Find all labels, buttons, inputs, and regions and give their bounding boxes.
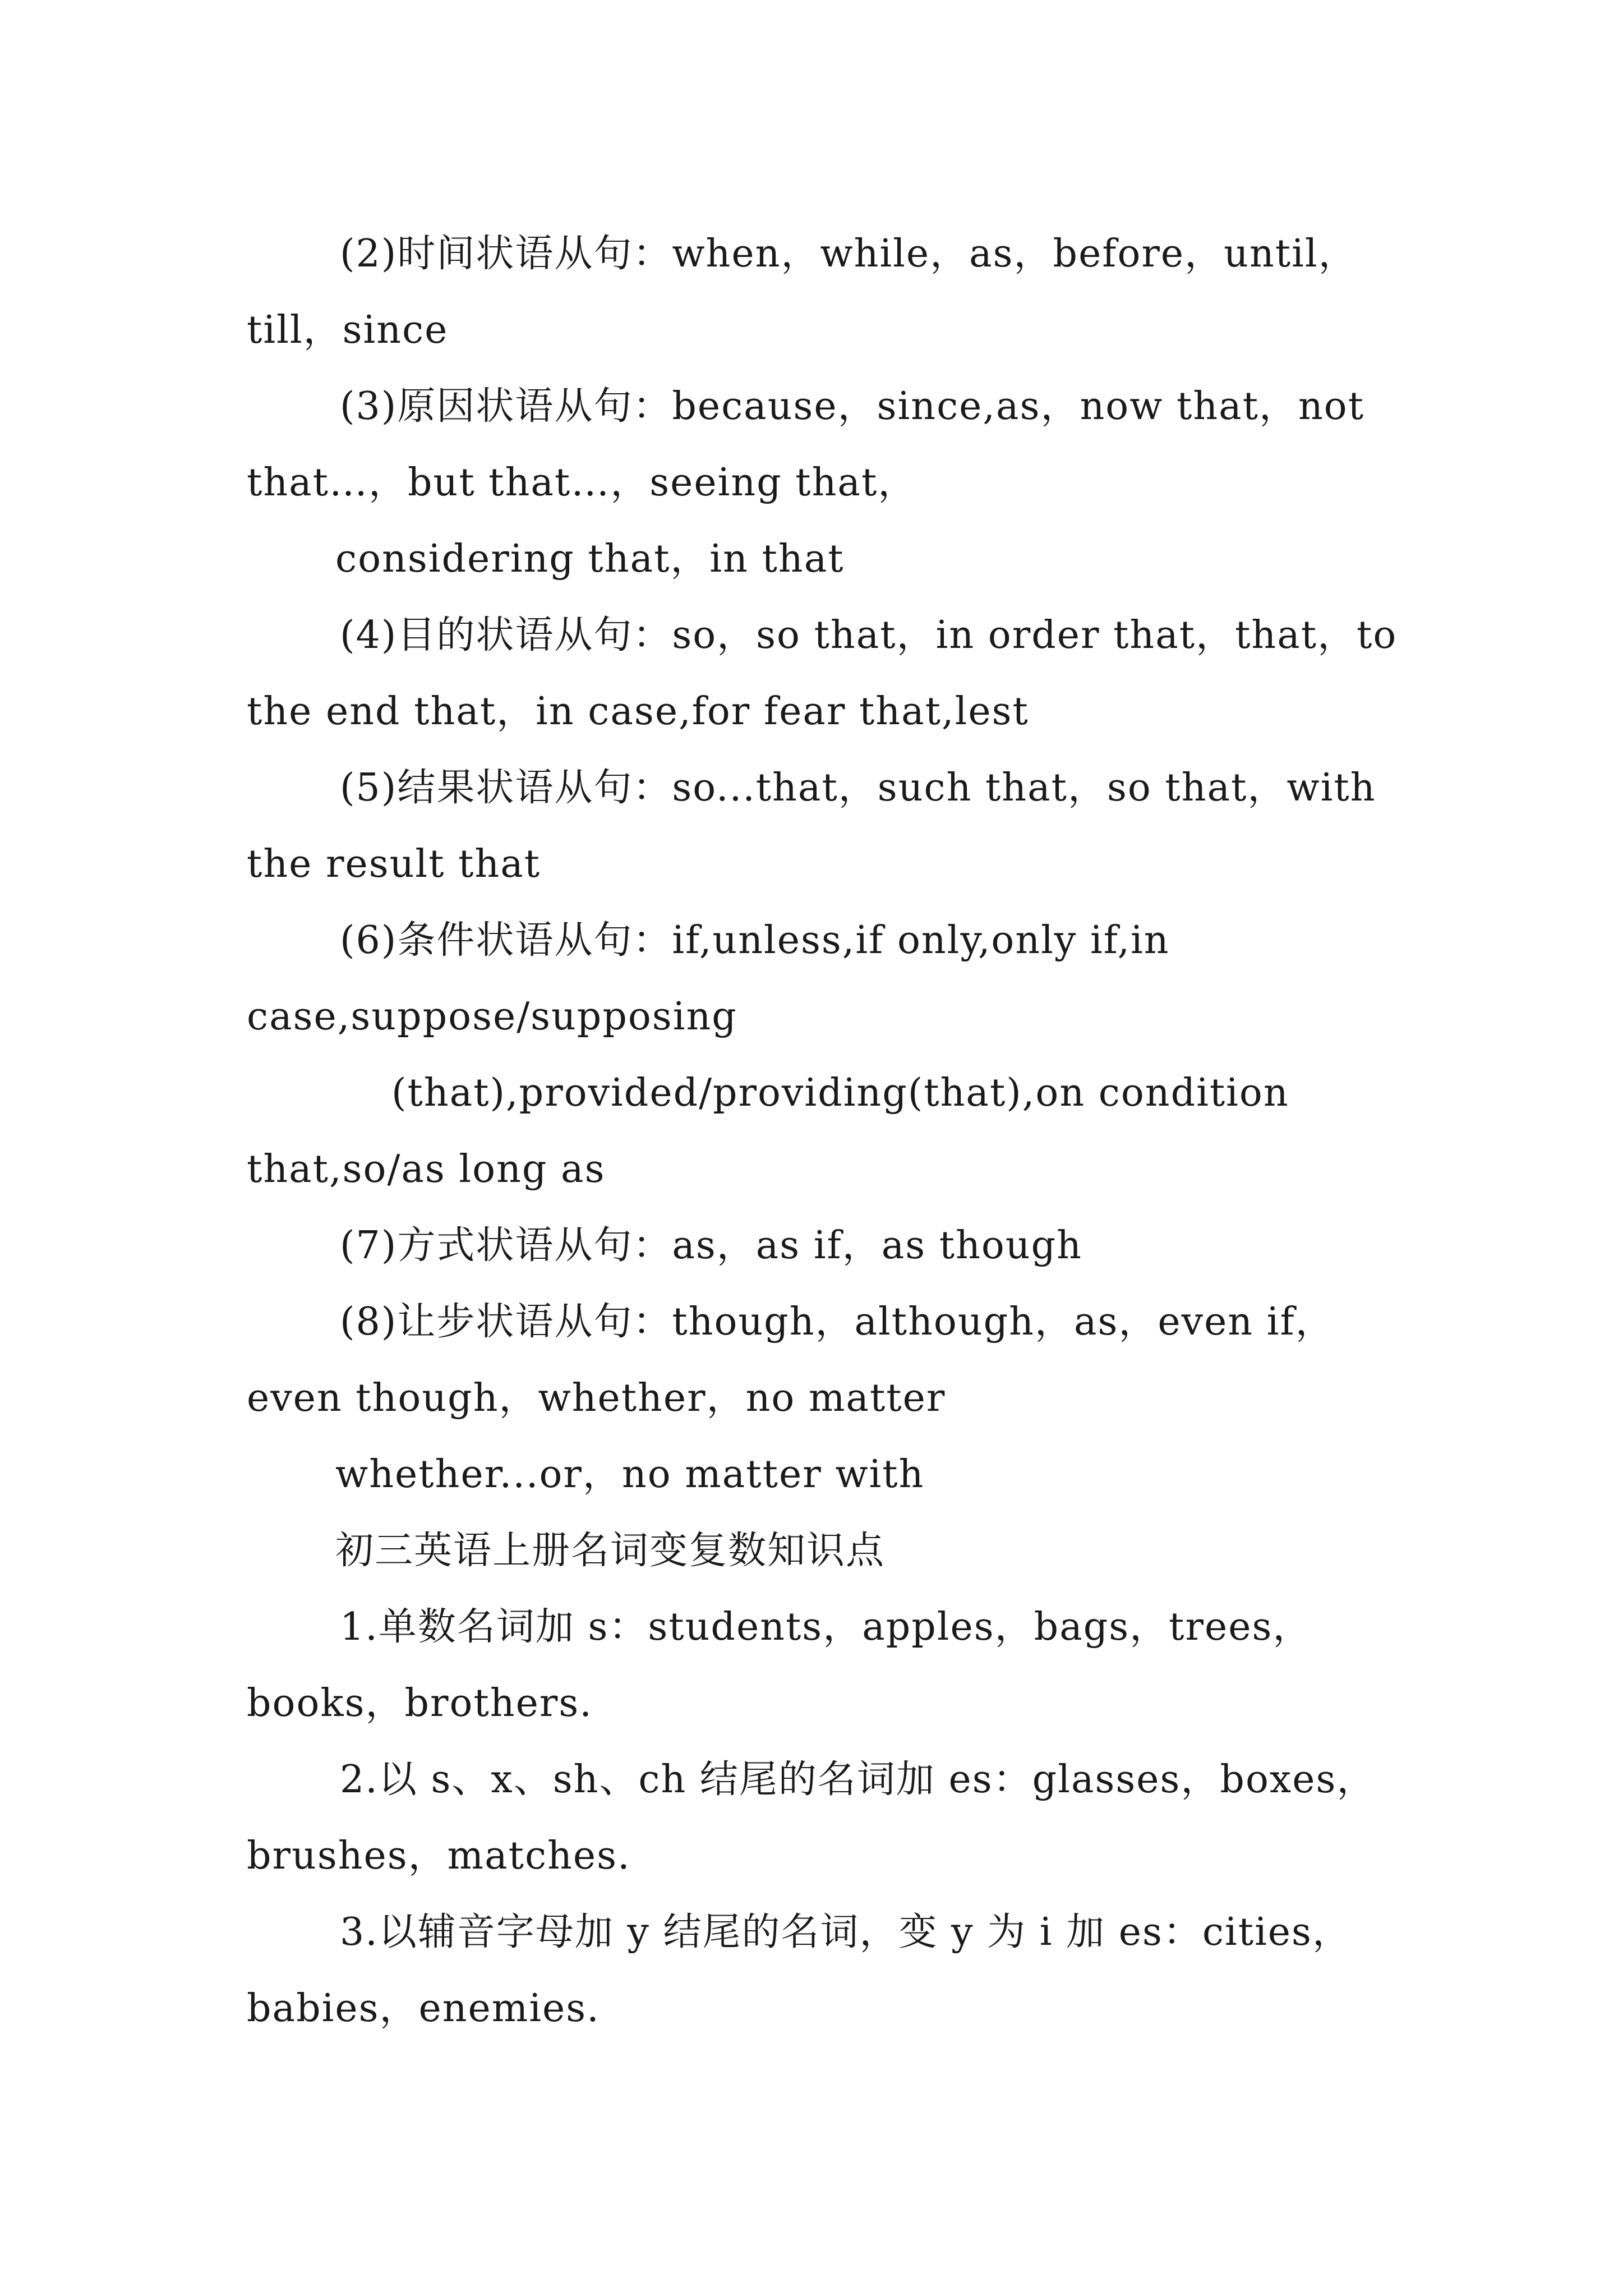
- condition-clause-continuation: (that),provided/providing(that),on condition that,so/as long as: [247, 1071, 1289, 1191]
- plural-rule-2-paragraph: 2.以 s、x、sh、ch 结尾的名词加 es：glasses，boxes，brushes，matches.: [247, 1757, 1376, 1878]
- section-heading: 初三英语上册名词变复数知识点: [335, 1529, 886, 1573]
- reason-clause-continuation: considering that，in that: [335, 537, 845, 581]
- reason-clause-paragraph: (3)原因状语从句：because，since,as，now that，not that…，but that…，seeing that，: [247, 384, 1365, 505]
- document-body: [247, 216, 1402, 2047]
- plural-rule-3-paragraph: 3.以辅音字母加 y 结尾的名词，变 y 为 i 加 es：cities，babies，enemies.: [247, 1910, 1352, 2031]
- concession-clause-paragraph: (8)让步状语从句：though，although，as，even if，even though，whether，no matter: [247, 1300, 1335, 1420]
- condition-clause-paragraph: (6)条件状语从句：if,unless,if only,only if,in case,suppose/supposing: [247, 918, 1170, 1039]
- concession-clause-continuation: whether...or，no matter with: [335, 1452, 925, 1497]
- manner-clause-paragraph: (7)方式状语从句：as，as if，as though: [340, 1223, 1082, 1268]
- plural-rule-1-paragraph: 1.单数名词加 s：students，apples，bags，trees，books，brothers.: [247, 1605, 1312, 1726]
- time-clause-paragraph: (2)时间状语从句：when，while，as，before，until，till，since: [247, 232, 1358, 352]
- purpose-clause-paragraph: (4)目的状语从句：so，so that，in order that，that，to the end that，in case,for fear that,lest: [247, 613, 1398, 734]
- result-clause-paragraph: (5)结果状语从句：so...that，such that，so that，with the result that: [247, 766, 1376, 886]
